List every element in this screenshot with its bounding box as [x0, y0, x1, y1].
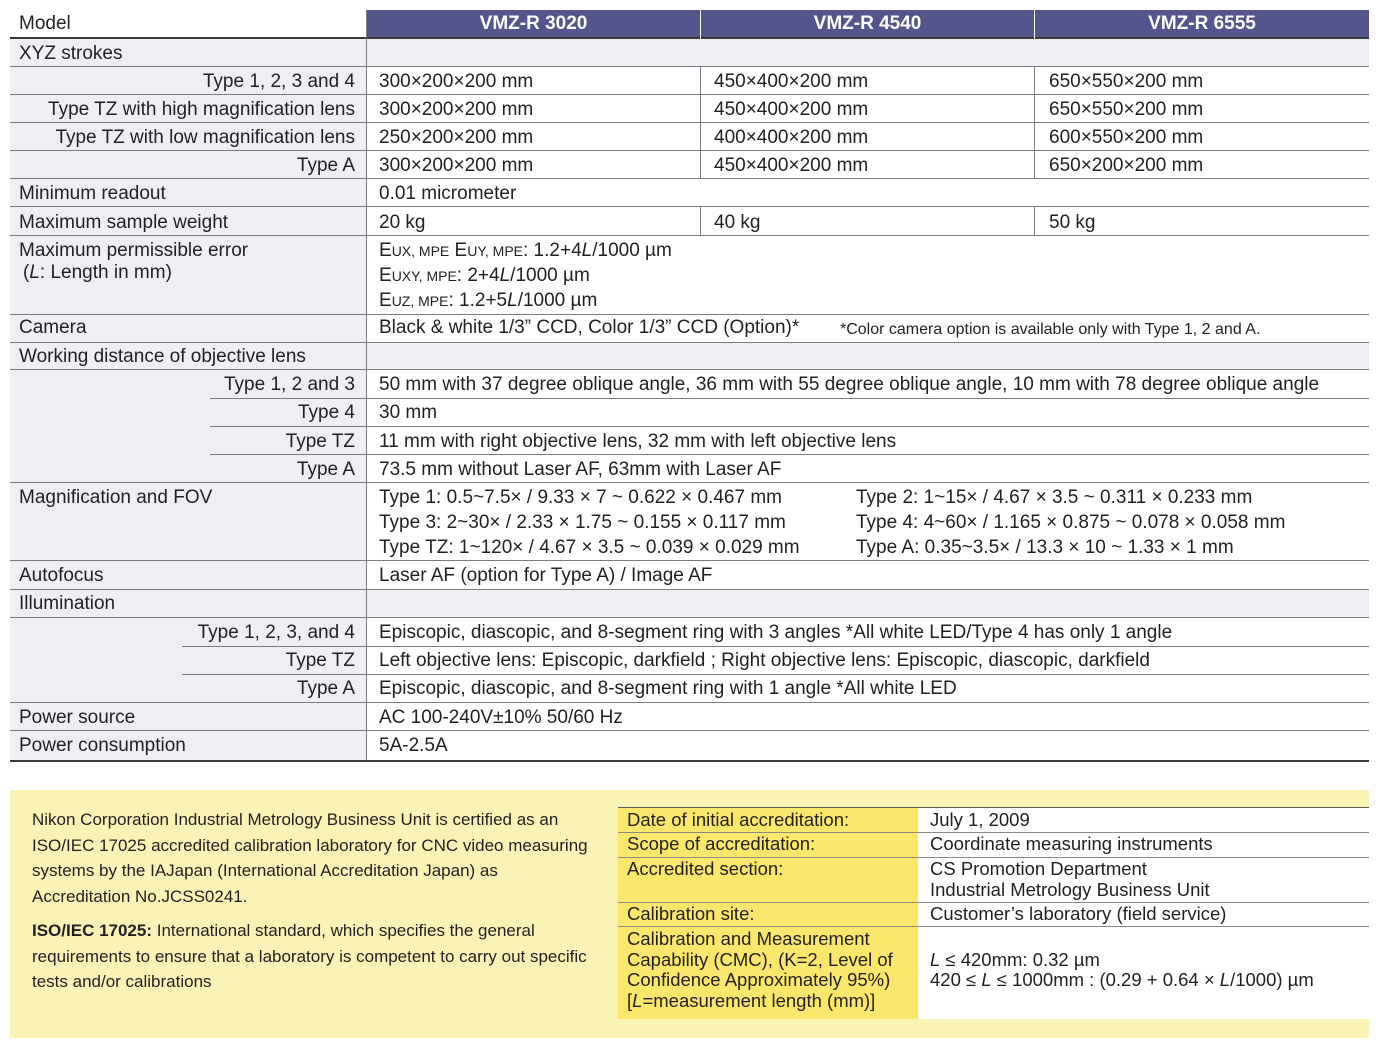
cmc-value-2-c: /1000) µm: [1230, 969, 1314, 990]
working-distance-label: Working distance of objective lens: [19, 346, 306, 367]
mpe-line-1: [379, 240, 672, 262]
xyz-4540-type-tz-high: 450×400×200 mm: [714, 99, 869, 120]
mpe-e3: E: [379, 265, 392, 286]
mag-type-1-text: : 0.5~7.5× / 9.33 × 7 ~ 0.622 × 0.467 mm: [436, 487, 782, 508]
mag-type-3-name: Type 3: [379, 512, 437, 533]
spec-table: [10, 10, 1369, 762]
illumination-label: Illumination: [19, 593, 116, 614]
power-consumption-label: Power consumption: [19, 735, 186, 756]
mpe-label: Maximum permissible error: [19, 240, 249, 261]
wd-type-4-label: Type 4: [297, 402, 355, 423]
mpe-line-2: [379, 265, 590, 287]
power-source-value: AC 100-240V±10% 50/60 Hz: [379, 707, 623, 728]
wd-type-4-value: 30 mm: [379, 402, 438, 423]
xyz-4540-type-a: 450×400×200 mm: [714, 155, 869, 176]
xyz-type-a-label: Type A: [296, 155, 355, 176]
cmc-value-2-b: ≤ 1000mm : (0.29 + 0.64 ×: [991, 969, 1220, 990]
date-accreditation-label: Date of initial accreditation:: [627, 809, 850, 830]
mag-type-4: [856, 512, 1285, 534]
accreditation-box: [10, 790, 1369, 1038]
mag-type-4-text: : 4~60× / 1.165 × 0.875 ~ 0.078 × 0.058 mm: [913, 512, 1286, 533]
iso-definition-paragraph: [32, 918, 592, 995]
calibration-site-value: Customer’s laboratory (field service): [930, 903, 1227, 924]
date-accreditation-value: July 1, 2009: [930, 809, 1030, 830]
xyz-type-tz-low-label: Type TZ with low magnification lens: [55, 127, 355, 148]
wd-type-a-label: Type A: [296, 459, 355, 480]
mpe-v3: : 1.2+5: [448, 290, 508, 311]
cmc-label-4-var: L: [632, 990, 643, 1011]
power-consumption-value: 5A-2.5A: [379, 735, 448, 756]
mpe-var2: L: [499, 265, 511, 286]
mpe-var3: L: [507, 290, 518, 311]
cmc-value-2-var: L: [981, 969, 992, 990]
calibration-site-label: Calibration site:: [627, 903, 755, 924]
mag-type-1: [379, 487, 782, 509]
xyz-6555-type-tz-high: 650×550×200 mm: [1049, 99, 1204, 120]
illum-type-1234-label: Type 1, 2, 3, and 4: [197, 622, 355, 643]
magnification-fov-label: Magnification and FOV: [19, 487, 213, 508]
power-source-label: Power source: [19, 707, 136, 728]
accredited-section-value-1: CS Promotion Department: [930, 858, 1147, 879]
mpe-v2: : 2+4: [456, 265, 500, 286]
weight-6555: 50 kg: [1049, 212, 1096, 233]
camera-label: Camera: [19, 317, 87, 338]
mpe-var1: L: [581, 240, 593, 261]
minimum-readout-label: Minimum readout: [19, 183, 166, 204]
xyz-type-1234-label: Type 1, 2, 3 and 4: [202, 71, 355, 92]
mag-type-2-name: Type 2: [856, 487, 914, 508]
model-header: Model: [19, 13, 71, 34]
mpe-note: [23, 262, 172, 284]
xyz-6555-type-tz-low: 600×550×200 mm: [1049, 127, 1204, 148]
mpe-line-3: [379, 290, 597, 312]
wd-type-tz-value: 11 mm with right objective lens, 32 mm with left objective lens: [379, 431, 897, 452]
camera-value: Black & white 1/3” CCD, Color 1/3” CCD (Option)*: [379, 317, 800, 338]
mag-type-a-name: Type A: [856, 537, 915, 558]
mag-type-2: [856, 487, 1252, 509]
mag-type-a-text: : 0.35~3.5× / 13.3 × 10 ~ 1.33 × 1 mm: [914, 537, 1234, 558]
cmc-label-3: Confidence Approximately 95%): [627, 969, 891, 990]
mpe-s2: UY, MPE: [467, 243, 523, 259]
cmc-value-2-a: 420 ≤: [930, 969, 982, 990]
mpe-e4: E: [379, 290, 392, 311]
illum-type-a-value: Episcopic, diascopic, and 8-segment ring with 1 angle *All white LED: [379, 678, 957, 699]
iso-definition-text: International standard, which specifies the general requirements to ensure that a laboratory is competent to carry out specific tests and/or calibrations: [32, 921, 587, 991]
accreditation-table: [618, 807, 1369, 1019]
xyz-4540-type-1234: 450×400×200 mm: [714, 71, 869, 92]
column-header-vmz-r-3020: VMZ-R 3020: [367, 10, 700, 38]
weight-4540: 40 kg: [714, 212, 761, 233]
mpe-note-rest: : Length in mm): [39, 262, 172, 283]
mag-type-tz-text: : 1~120× / 4.67 × 3.5 ~ 0.039 × 0.029 mm: [448, 537, 800, 558]
illum-type-1234-value: Episcopic, diascopic, and 8-segment ring with 3 angles *All white LED/Type 4 has only 1 angle: [379, 622, 1173, 643]
mpe-s3: UXY, MPE: [391, 268, 457, 284]
illum-type-tz-value: Left objective lens: Episcopic, darkfield ; Right objective lens: Episcopic, diascopic, darkfield: [379, 650, 1150, 671]
wd-type-123-value: 50 mm with 37 degree oblique angle, 36 mm with 55 degree oblique angle, 10 mm with 78 degree oblique angle: [379, 374, 1320, 395]
cmc-label-4: [627, 991, 875, 1012]
weight-3020: 20 kg: [379, 212, 426, 233]
scope-accreditation-label: Scope of accreditation:: [627, 833, 816, 854]
xyz-strokes-label: XYZ strokes: [19, 43, 123, 64]
cmc-value-1-var: L: [930, 949, 941, 970]
xyz-6555-type-1234: 650×550×200 mm: [1049, 71, 1204, 92]
mag-type-tz: [379, 537, 800, 559]
mpe-v2b: /1000 µm: [510, 265, 590, 286]
autofocus-value: Laser AF (option for Type A) / Image AF: [379, 565, 713, 586]
mag-type-2-text: : 1~15× / 4.67 × 3.5 ~ 0.311 × 0.233 mm: [913, 487, 1253, 508]
mag-type-3: [379, 512, 786, 534]
xyz-type-tz-high-label: Type TZ with high magnification lens: [48, 99, 355, 120]
mag-type-4-name: Type 4: [856, 512, 914, 533]
mpe-s4: UZ, MPE: [391, 293, 449, 309]
cmc-value-1: [930, 950, 1100, 971]
mag-type-3-text: : 2~30× / 2.33 × 1.75 ~ 0.155 × 0.117 mm: [436, 512, 786, 533]
cmc-value-2: [930, 970, 1314, 991]
cmc-value-1-rest: ≤ 420mm: 0.32 µm: [940, 949, 1100, 970]
mpe-s1: UX, MPE: [391, 243, 450, 259]
maximum-sample-weight-label: Maximum sample weight: [19, 212, 229, 233]
wd-type-a-value: 73.5 mm without Laser AF, 63mm with Laser AF: [379, 459, 782, 480]
cmc-label-4-rest: =measurement length (mm)]: [642, 990, 876, 1011]
autofocus-label: Autofocus: [19, 565, 104, 586]
mpe-e2: E: [454, 240, 468, 261]
xyz-3020-type-1234: 300×200×200 mm: [379, 71, 534, 92]
camera-note: *Color camera option is available only with Type 1, 2 and A.: [840, 321, 1261, 338]
accredited-section-label: Accredited section:: [627, 858, 784, 879]
xyz-3020-type-a: 300×200×200 mm: [379, 155, 534, 176]
xyz-3020-type-tz-high: 300×200×200 mm: [379, 99, 534, 120]
wd-type-tz-label: Type TZ: [285, 431, 355, 452]
column-header-vmz-r-4540: VMZ-R 4540: [701, 10, 1034, 38]
mpe-note-open: (: [23, 262, 30, 283]
illum-type-a-label: Type A: [296, 678, 355, 699]
mag-type-1-name: Type 1: [379, 487, 437, 508]
mag-type-tz-name: Type TZ: [379, 537, 449, 558]
mpe-e1: E: [379, 240, 392, 261]
iso-definition-term: ISO/IEC 17025:: [32, 921, 153, 940]
wd-type-123-label: Type 1, 2 and 3: [224, 374, 355, 395]
accredited-section-value-2: Industrial Metrology Business Unit: [930, 879, 1210, 900]
cmc-value-2-var2: L: [1219, 969, 1231, 990]
accreditation-paragraph: Nikon Corporation Industrial Metrology Business Unit is certified as an ISO/IEC 17025 accredited calibration laboratory for CNC video measuring systems by the IAJapan (International Accreditation Japan) as Accreditation No.JCSS0241.: [32, 810, 588, 906]
xyz-3020-type-tz-low: 250×200×200 mm: [379, 127, 534, 148]
column-header-vmz-r-6555: VMZ-R 6555: [1035, 10, 1369, 38]
xyz-4540-type-tz-low: 400×400×200 mm: [714, 127, 869, 148]
illum-type-tz-label: Type TZ: [285, 650, 355, 671]
minimum-readout-value: 0.01 micrometer: [379, 183, 517, 204]
mpe-v1b: /1000 µm: [592, 240, 672, 261]
mpe-v1: : 1.2+4: [523, 240, 582, 261]
scope-accreditation-value: Coordinate measuring instruments: [930, 833, 1213, 854]
mpe-v3b: /1000 µm: [517, 290, 598, 311]
cmc-label-2: Capability (CMC), (K=2, Level of: [627, 949, 893, 970]
mpe-note-var: L: [29, 262, 40, 283]
cmc-label-1: Calibration and Measurement: [627, 928, 870, 949]
mag-type-a: [856, 537, 1234, 559]
xyz-6555-type-a: 650×200×200 mm: [1049, 155, 1204, 176]
cmc-label-4-open: [: [627, 990, 633, 1011]
